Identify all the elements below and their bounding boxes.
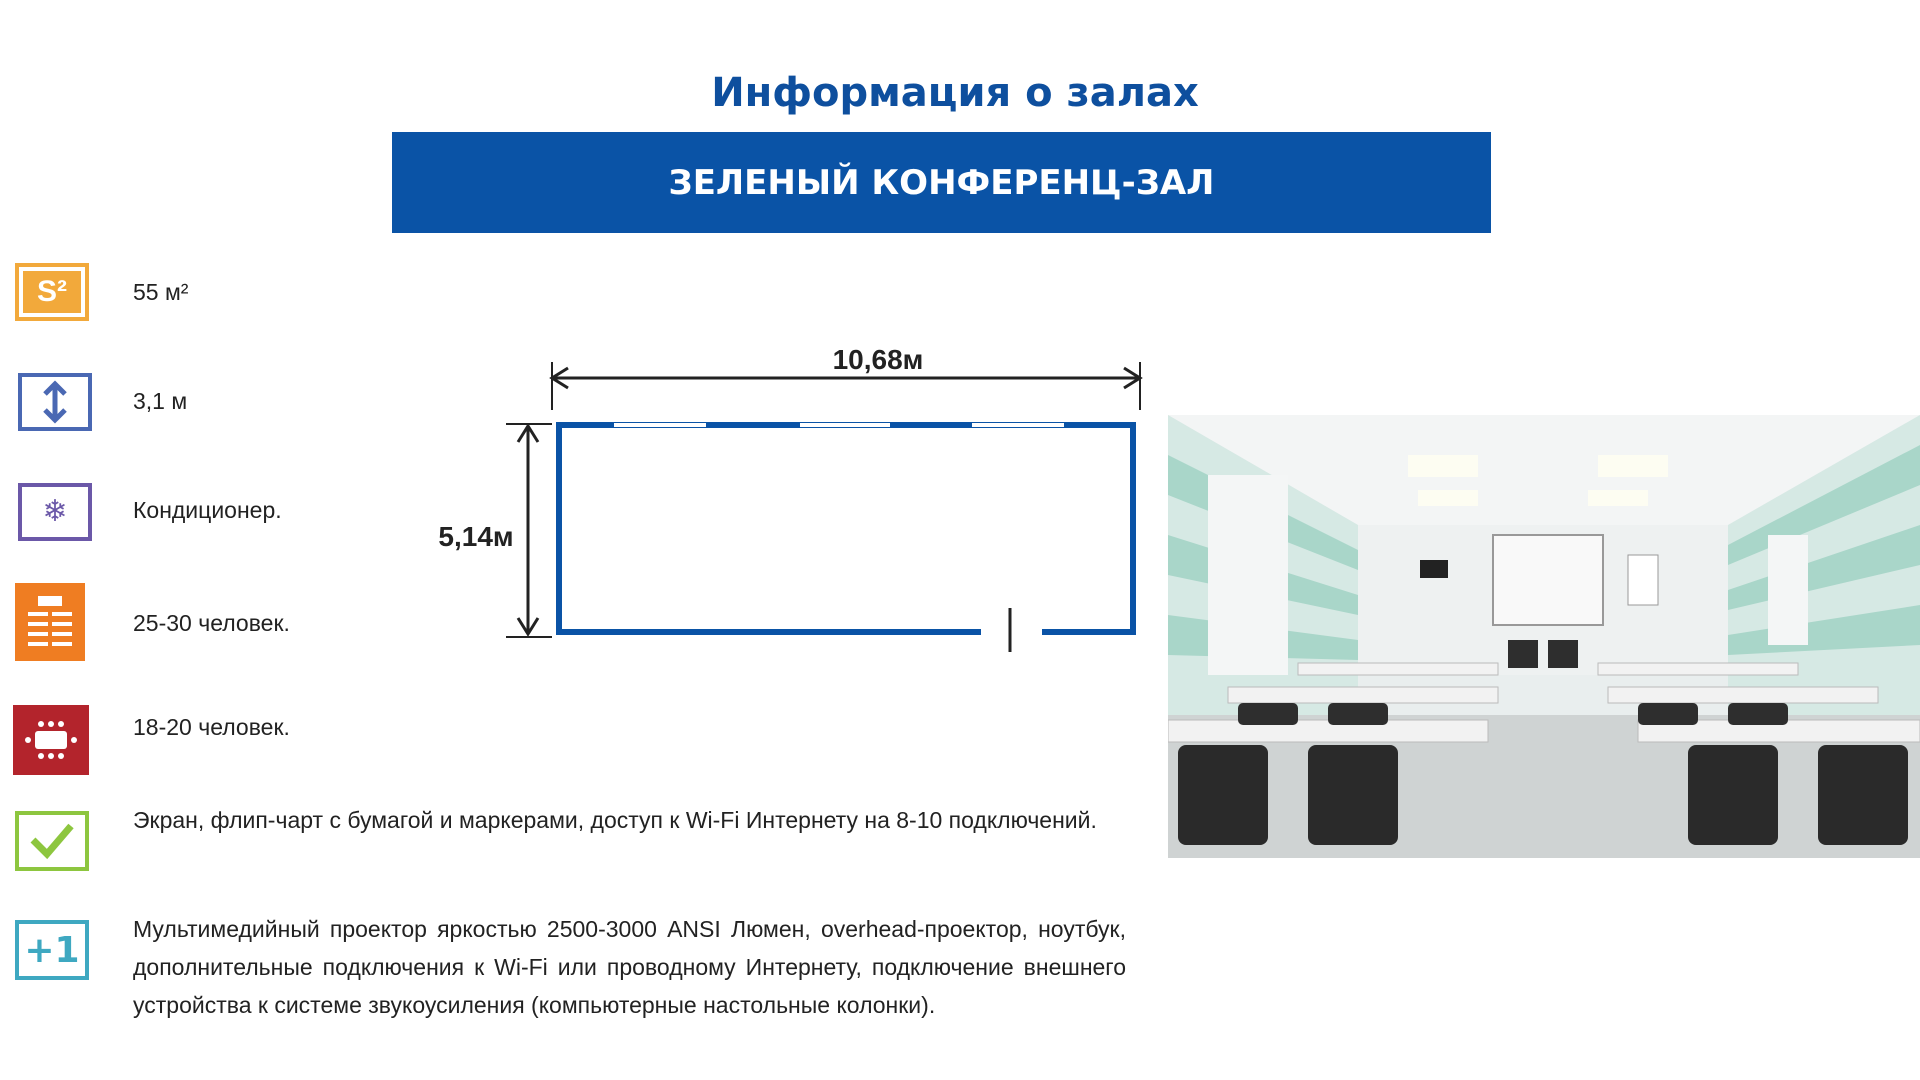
room-photo [1168, 415, 1920, 858]
wall-left [556, 425, 562, 635]
width-label: 10,68м [832, 344, 924, 375]
window-1 [614, 423, 706, 427]
wall-bottom-left [556, 629, 981, 635]
window-2 [800, 423, 890, 427]
left-blinds [1208, 475, 1288, 675]
climate-value: Кондиционер. [133, 497, 282, 523]
wall-bottom-right [1042, 629, 1136, 635]
extra-equipment: Мультимедийный проектор яркостью 2500-3000 ANSI Люмен, overhead-проектор, ноутбук, дополнительные подключения к Wi-Fi или проводному Интернету, подключение внешнего устройства к системе звукоусиления (компьютерные настольные колонки). [133, 916, 1126, 1018]
included-equipment: Экран, флип-чарт с бумагой и маркерами, доступ к Wi-Fi Интернету на 8-10 подключений. [133, 807, 1097, 833]
projection-screen [1493, 535, 1603, 625]
vertical-arrow-icon [35, 380, 75, 424]
height-icon [18, 373, 92, 431]
page-title: Информация о залах [711, 70, 1199, 116]
tv [1420, 560, 1448, 578]
snowflake-icon: ❄ [18, 483, 92, 541]
check-glyph-icon [27, 820, 77, 862]
height-value: 3,1 м [133, 388, 188, 414]
boardroom-capacity: 18-20 человек. [133, 714, 290, 740]
window-3 [972, 423, 1064, 427]
plus-one-badge: +1 [24, 929, 80, 971]
area-value: 55 м² [133, 279, 189, 305]
area-icon [15, 263, 89, 321]
seating-rows-icon [24, 592, 76, 652]
floor-plan [420, 340, 1150, 660]
flipchart [1628, 555, 1658, 605]
theater-seating-icon [15, 583, 85, 661]
hall-name-banner: ЗЕЛЕНЫЙ КОНФЕРЕНЦ-ЗАЛ [392, 132, 1491, 233]
wall-right [1130, 425, 1136, 635]
table-with-chairs-icon [23, 717, 79, 763]
plus-one-icon [15, 920, 89, 980]
depth-label: 5,14м [438, 521, 514, 552]
area-badge: S² [23, 271, 81, 313]
theater-capacity: 25-30 человек. [133, 610, 290, 636]
boardroom-table-icon [13, 705, 89, 775]
checkmark-icon [15, 811, 89, 871]
